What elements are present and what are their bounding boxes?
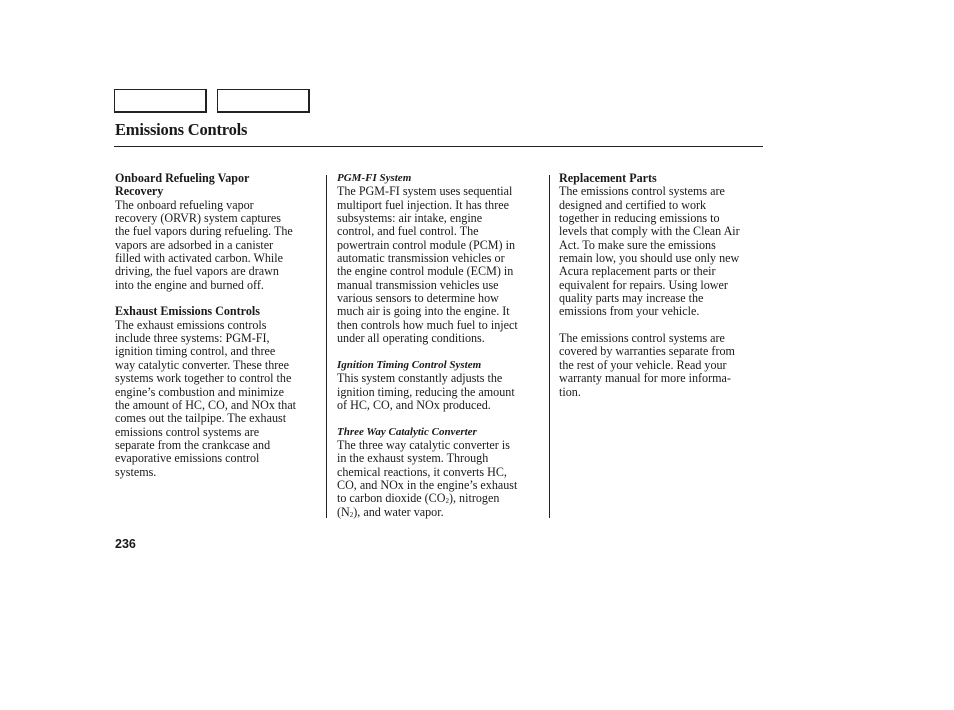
subheading-pgmfi: PGM-FI System: [337, 172, 412, 184]
text-line: designed and certified to work: [559, 197, 707, 212]
text-line: systems work together to control the: [115, 371, 292, 386]
text-line: manual transmission vehicles use: [337, 277, 499, 292]
text-line: control, and fuel control. The: [337, 224, 479, 239]
text-line-co2: [337, 492, 547, 505]
text-line: systems.: [115, 464, 157, 479]
text-line: vapors are adsorbed in a canister: [115, 237, 274, 252]
text-line: ignition timing, reducing the amount: [337, 384, 515, 399]
text-line: chemical reactions, it converts HC,: [337, 464, 507, 479]
text-fragment: ), nitrogen: [448, 491, 500, 506]
nav-button-1[interactable]: [114, 89, 207, 113]
column-divider: [549, 175, 550, 518]
paragraph-warranty: [559, 332, 765, 399]
heading-line: Onboard Refueling Vapor: [115, 171, 250, 185]
text-line: the amount of HC, CO, and NOx that: [115, 397, 297, 412]
text-line: into the engine and burned off.: [115, 277, 264, 292]
column-1: [115, 172, 323, 479]
text-line: equivalent for repairs. Using lower: [559, 277, 728, 292]
subscript: 2: [349, 510, 354, 519]
text-line: of HC, CO, and NOx produced.: [337, 397, 491, 412]
text-line: engine’s combustion and minimize: [115, 384, 284, 399]
text-line: The onboard refueling vapor: [115, 197, 254, 212]
heading-replacement: Replacement Parts: [559, 171, 657, 185]
page-number: 236: [115, 537, 136, 551]
text-line: under all operating conditions.: [337, 331, 485, 346]
heading-line: Recovery: [115, 184, 164, 199]
text-line: The PGM-FI system uses sequential: [337, 184, 513, 199]
text-line: evaporative emissions control: [115, 451, 260, 466]
text-line: tion.: [559, 384, 581, 399]
text-line-n2: [337, 506, 547, 519]
text-line: recovery (ORVR) system captures: [115, 211, 281, 226]
text-line: much air is going into the engine. It: [337, 304, 510, 319]
text-line: covered by warranties separate from: [559, 344, 735, 359]
text-line: then controls how much fuel to inject: [337, 317, 518, 332]
subscript: 2: [445, 497, 449, 506]
text-line: together in reducing emissions to: [559, 211, 720, 226]
paragraph-ignition: [337, 372, 547, 412]
text-line: multiport fuel injection. It has three: [337, 197, 509, 212]
text-line: remain low, you should use only new: [559, 251, 740, 266]
text-line: the rest of your vehicle. Read your: [559, 357, 727, 372]
paragraph-orvr: [115, 199, 323, 292]
text-line: The emissions control systems are: [559, 331, 725, 346]
column-2: [337, 172, 547, 519]
text-line: way catalytic converter. These three: [115, 357, 290, 372]
subheading-ignition: Ignition Timing Control System: [337, 358, 482, 371]
text-line: filled with activated carbon. While: [115, 251, 284, 266]
text-line: in the exhaust system. Through: [337, 451, 489, 466]
text-fragment: to carbon dioxide (CO: [337, 491, 446, 506]
text-line: various sensors to determine how: [337, 291, 499, 306]
text-line: The three way catalytic converter is: [337, 437, 510, 452]
subheading-catalytic: Three Way Catalytic Converter: [337, 425, 477, 438]
column-divider: [326, 175, 327, 518]
heading-orvr: [115, 172, 323, 199]
heading-exhaust: Exhaust Emissions Controls: [115, 304, 260, 319]
text-line: quality parts may increase the: [559, 291, 704, 306]
text-line: the engine control module (ECM) in: [337, 264, 514, 279]
text-line: The exhaust emissions controls: [115, 317, 267, 332]
nav-button-2[interactable]: [217, 89, 310, 113]
text-line: This system constantly adjusts the: [337, 371, 503, 386]
text-line: emissions control systems are: [115, 424, 260, 439]
paragraph-replacement: [559, 185, 765, 318]
paragraph-pgmfi: [337, 185, 547, 345]
text-line: automatic transmission vehicles or: [337, 251, 505, 266]
text-line: The emissions control systems are: [559, 184, 725, 199]
text-line: comes out the tailpipe. The exhaust: [115, 411, 287, 426]
text-line: powertrain control module (PCM) in: [337, 237, 516, 252]
page-title: Emissions Controls: [115, 120, 248, 139]
text-line: ignition timing control, and three: [115, 344, 276, 359]
text-line: levels that comply with the Clean Air: [559, 224, 740, 239]
paragraph-exhaust: [115, 319, 323, 479]
column-3: [559, 172, 765, 399]
text-line: Act. To make sure the emissions: [559, 237, 716, 252]
text-line: Acura replacement parts or their: [559, 264, 716, 279]
title-divider: [114, 146, 763, 147]
text-line: emissions from your vehicle.: [559, 304, 700, 319]
text-line: driving, the fuel vapors are drawn: [115, 264, 279, 279]
text-line: warranty manual for more informa-: [559, 371, 731, 386]
text-line: include three systems: PGM-FI,: [115, 331, 270, 346]
text-line: separate from the crankcase and: [115, 437, 271, 452]
paragraph-catalytic: [337, 439, 547, 519]
text-line: the fuel vapors during refueling. The: [115, 224, 293, 239]
text-line: CO, and NOx in the engine’s exhaust: [337, 477, 518, 492]
text-fragment: (N: [337, 504, 350, 519]
text-fragment: ), and water vapor.: [353, 504, 444, 519]
text-line: subsystems: air intake, engine: [337, 211, 483, 226]
